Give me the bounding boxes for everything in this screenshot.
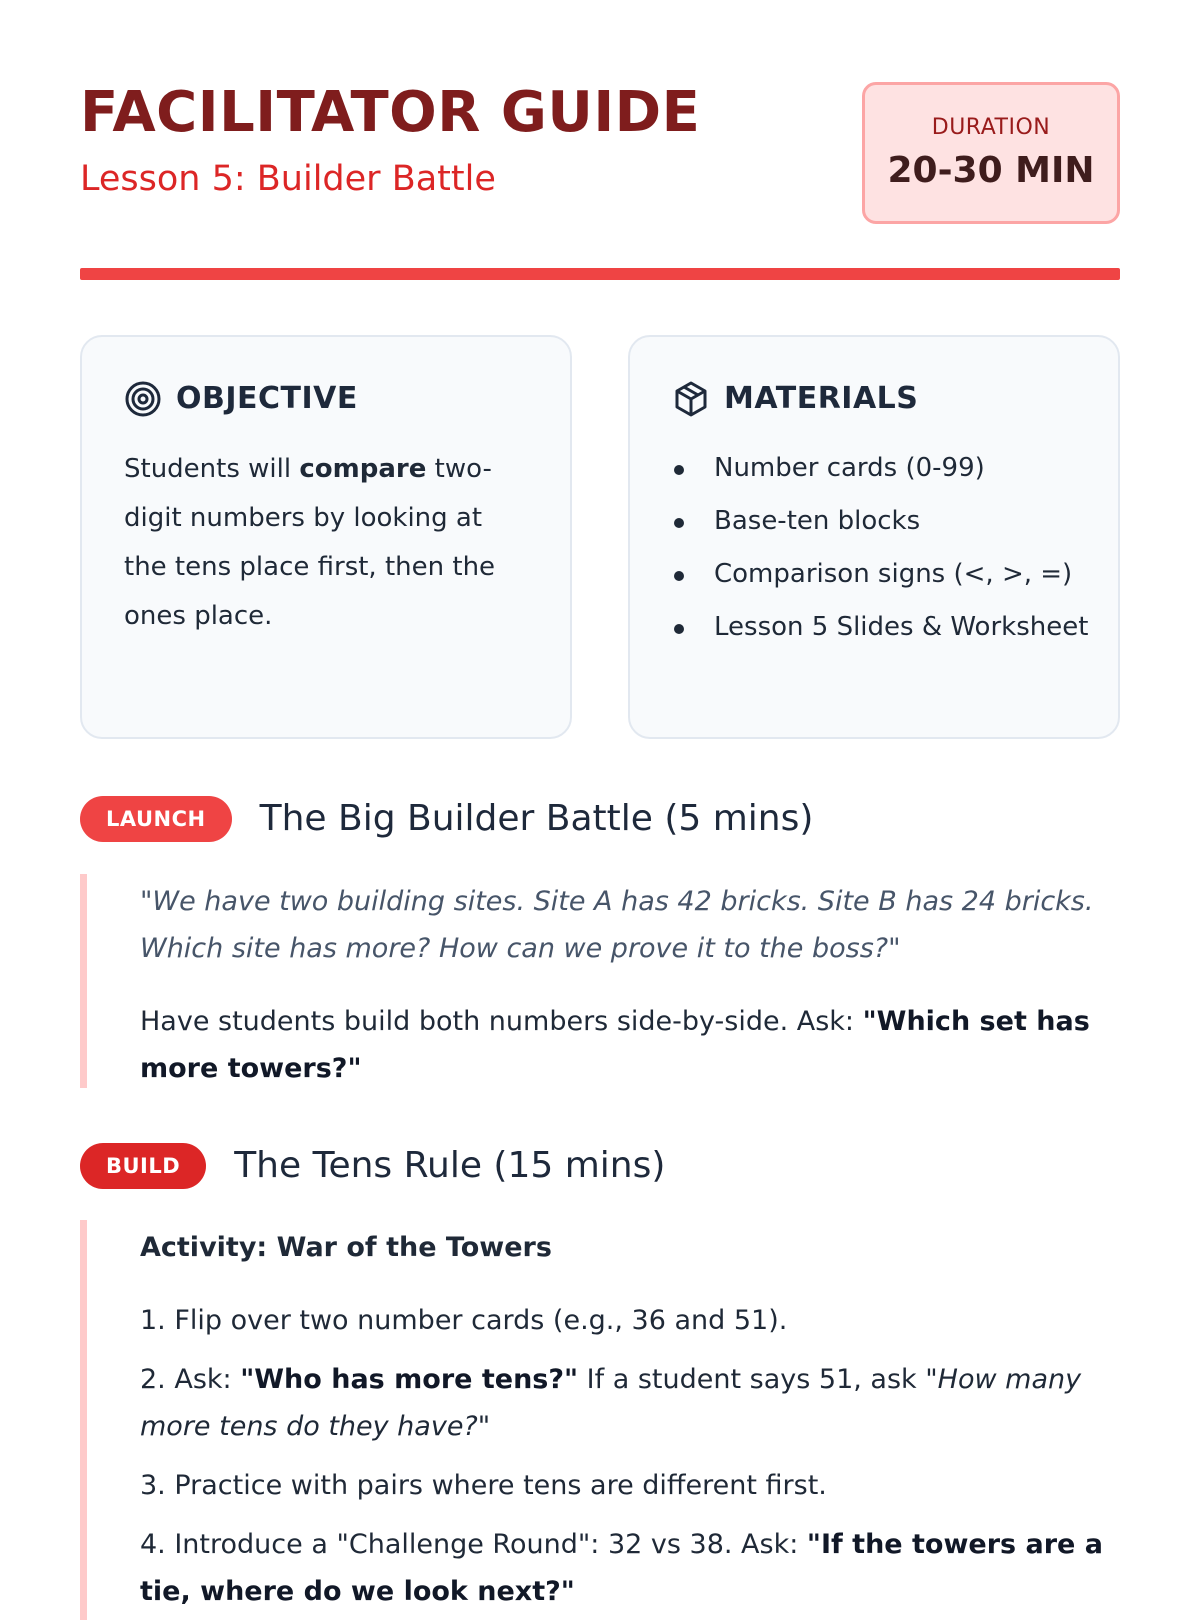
objective-heading — [124, 377, 358, 421]
materials-card — [628, 335, 1120, 739]
objective-text-before: Students will — [124, 454, 300, 484]
build-step-text: 2. Ask: — [140, 1364, 241, 1395]
build-step-text: 4. Introduce a "Challenge Round": 32 vs 38. Ask: — [140, 1529, 807, 1560]
duration-label: DURATION — [931, 115, 1051, 140]
bullet-icon — [674, 465, 684, 475]
launch-instruction-bold: "Which set has more towers?" — [140, 1006, 1090, 1084]
launch-instruction-text: Have students build both numbers side-by-side. Ask: — [140, 1006, 863, 1037]
guide-header — [80, 78, 1120, 228]
objective-text-after: two-digit numbers by looking at the tens place first, then the ones place. — [124, 454, 496, 631]
objective-text-bold: compare — [299, 454, 427, 484]
materials-item-label: Number cards (0-99) — [714, 453, 985, 483]
page-title: FACILITATOR GUIDE — [80, 80, 701, 145]
build-step: 3. Practice with pairs where tens are different first. — [140, 1470, 827, 1501]
build-step-text: If a student says 51, ask — [578, 1364, 926, 1395]
objective-title: OBJECTIVE — [176, 381, 358, 416]
materials-item — [672, 445, 1092, 491]
build-section-title: The Tens Rule (15 mins) — [234, 1145, 666, 1186]
materials-item — [672, 498, 1092, 544]
build-section-body — [80, 1220, 1120, 1620]
materials-item-label: Comparison signs (<, >, =) — [714, 559, 1073, 589]
header-divider — [80, 268, 1120, 280]
bullet-icon — [674, 624, 684, 634]
materials-title: MATERIALS — [724, 381, 919, 416]
build-step: 1. Flip over two number cards (e.g., 36 and 51). — [140, 1305, 788, 1336]
materials-item — [672, 551, 1092, 597]
build-tag: BUILD — [80, 1143, 206, 1189]
launch-section-title: The Big Builder Battle (5 mins) — [259, 798, 814, 839]
materials-item-label: Base-ten blocks — [714, 506, 921, 536]
objective-text — [124, 445, 519, 641]
build-step — [140, 1521, 1120, 1615]
launch-instruction — [140, 998, 1120, 1092]
build-step — [140, 1356, 1120, 1450]
cube-icon — [672, 380, 710, 418]
launch-quote: "We have two building sites. Site A has 42 bricks. Site B has 24 bricks. Which site has more? How can we prove it to the boss?" — [140, 886, 1094, 964]
materials-item-label: Lesson 5 Slides & Worksheet — [714, 612, 1089, 642]
materials-list — [672, 445, 1092, 650]
target-icon — [124, 380, 162, 418]
materials-item — [672, 604, 1092, 650]
activity-title: Activity: War of the Towers — [140, 1232, 552, 1263]
lesson-subtitle: Lesson 5: Builder Battle — [80, 159, 496, 199]
objective-card — [80, 335, 572, 739]
build-step-bold: "Who has more tens?" — [240, 1364, 579, 1395]
materials-list-wrap — [672, 445, 1092, 657]
duration-value: 20-30 MIN — [887, 150, 1095, 191]
bullet-icon — [674, 571, 684, 581]
bullet-icon — [674, 518, 684, 528]
launch-section-heading — [80, 794, 813, 844]
build-step-italic: "How many more tens do they have?" — [140, 1364, 1082, 1442]
build-step-bold: "If the towers are a tie, where do we look next?" — [140, 1529, 1103, 1607]
launch-tag: LAUNCH — [80, 796, 232, 842]
build-section-heading — [80, 1141, 665, 1191]
launch-section-body — [80, 874, 1120, 1088]
duration-badge — [862, 82, 1120, 224]
materials-heading — [672, 377, 918, 421]
